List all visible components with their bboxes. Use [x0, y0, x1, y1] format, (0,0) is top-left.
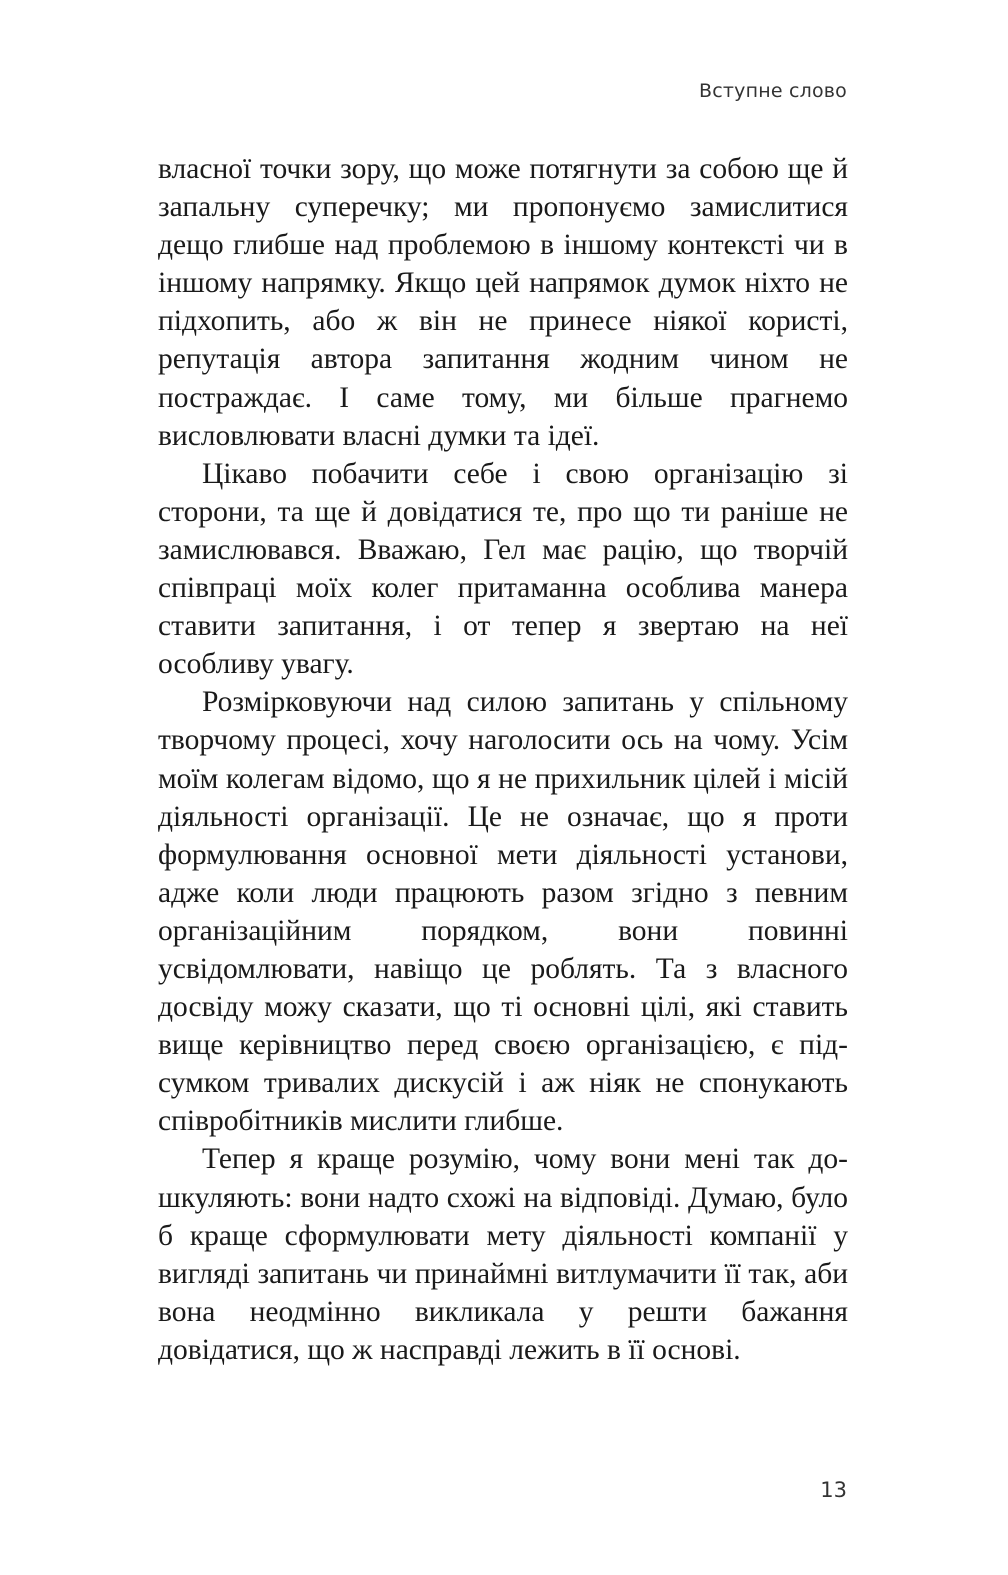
paragraph-1: власної точки зору, що може потягнути за собою ще й запальну суперечку; ми пропонуємо замислитися дещо глибше над проблемою в іншому контексті чи в іншому напрямку. Якщо цей напрямок думок ніхто не підхопить, або ж він не принесе ніякої користі, репутація автора запитання жодним чином не постраждає. І саме тому, ми більше прагнемо висловлювати власні думки та ідеї.: [158, 153, 848, 452]
paragraph-3: Розмірковуючи над силою запитань у спільному творчому процесі, хочу наголосити ось на чому. Усім моїм колегам відомо, що я не прихильник цілей і місій діяльності організації. Це не означає, що я проти формулювання основної мети діяльності установи, адже коли люди працюють разом згідно з певним організаційним порядком, вони повинні усвідомлювати, навіщо це роблять. Та з власного досвіду можу сказати, що ті основні цілі, які ставить вище керівництво перед своєю організацією, є підсумком тривалих дискусій і аж ніяк не спонукають співробітників мислити глибше.: [158, 686, 848, 1138]
paragraph-2: Цікаво побачити себе і свою організацію зі сторони, та ще й довідатися те, про що ти раніше не замислювався. Вважаю, Гел має рацію, що творчій співпраці моїх колег притаманна особлива манера ставити запитання, і от тепер я звертаю на неї особливу увагу.: [158, 457, 848, 681]
body-text: [158, 150, 848, 1369]
running-header: Вступне слово: [698, 80, 847, 102]
page-number: 13: [820, 1478, 847, 1502]
paragraph-4: Тепер я краще розумію, чому вони мені так дошкуляють: вони надто схожі на відповіді. Думаю, було б краще сформулювати мету діяльності компанії у вигляді запитань чи принаймні витлумачити її так, аби вона неодмінно викликала у решти бажання довідатися, що ж насправді лежить в її основі.: [158, 1143, 848, 1366]
